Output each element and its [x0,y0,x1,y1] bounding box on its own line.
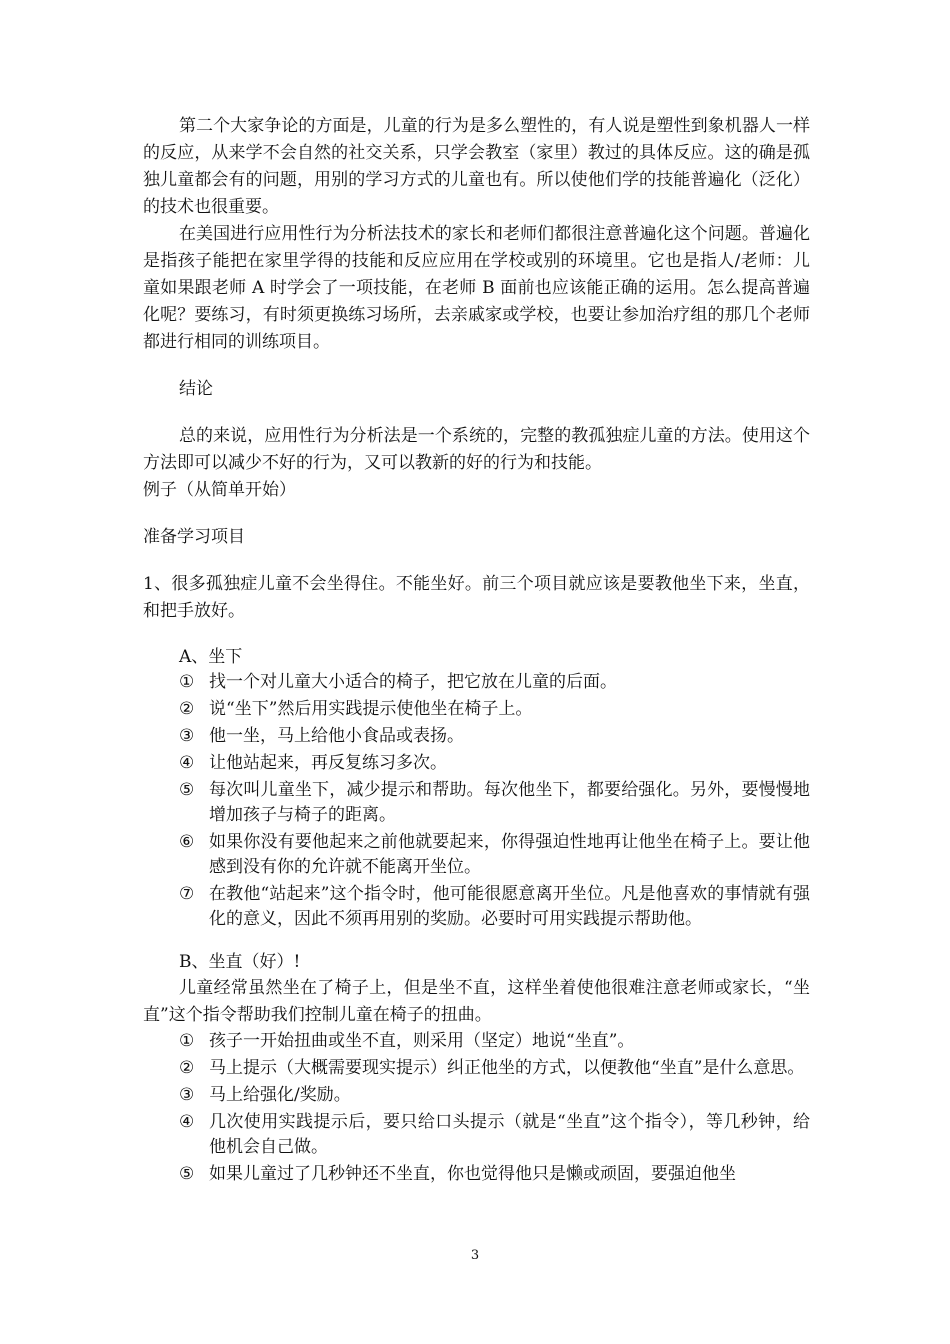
list-item [179,778,810,828]
step-marker: ⑤ [179,780,195,800]
step-marker: ⑦ [179,884,195,904]
step-text: 马上给强化/奖励。 [209,1085,351,1105]
section-b-steps [179,1029,810,1187]
page-number: 3 [470,1248,480,1263]
step-text: 他一坐，马上给他小食品或表扬。 [209,726,464,746]
step-marker: ② [179,699,195,719]
paragraph-generalization: 在美国进行应用性行为分析法技术的家长和老师们都很注意普遍化这个问题。普遍化是指孩子能把在家里学得的技能和反应应用在学校或别的环境里。它也是指人/老师：儿童如果跟老师 A 时学会了一项技能，在老师 B 面前也应该能正确的运用。怎么提高普遍化呢？要练习，有时须更换练习场所，去亲戚家或学校，也要让参加治疗组的那几个老师都进行相同的训练项目。 [143,224,810,352]
step-text: 每次叫儿童坐下，减少提示和帮助。每次他坐下，都要给强化。另外，要慢慢地增加孩子与椅子的距离。 [209,780,810,825]
step-text: 让他站起来，再反复练习多次。 [209,753,447,773]
step-text: 找一个对儿童大小适合的椅子，把它放在儿童的后面。 [209,672,617,692]
list-item [179,1162,810,1187]
step-text: 在教他“站起来”这个指令时，他可能很愿意离开坐位。凡是他喜欢的事情就有强化的意义，因此不须再用别的奖励。必要时可用实践提示帮助他。 [209,884,810,929]
list-item [179,882,810,932]
section-a-steps [179,670,810,932]
step-marker: ① [179,672,195,692]
step-text: 如果儿童过了几秒钟还不坐直，你也觉得他只是懒或顽固，要强迫他坐 [209,1164,736,1184]
list-item [179,1029,810,1054]
list-item [179,724,810,749]
list-item [179,1110,810,1160]
conclusion-heading: 结论 [179,379,213,399]
example-heading: 例子（从简单开始） [143,480,296,500]
step-text: 说“坐下”然后用实践提示使他坐在椅子上。 [209,699,533,719]
item-one: 1、很多孤独症儿童不会坐得住。不能坐好。前三个项目就应该是要教他坐下来，坐直，和把手放好。 [143,574,810,621]
paragraph-plasticity: 第二个大家争论的方面是，儿童的行为是多么塑性的，有人说是塑性到象机器人一样的反应，从来学不会自然的社交关系，只学会教室（家里）教过的具体反应。这的确是孤独儿童都会有的问题，用别的学习方式的儿童也有。所以使他们学的技能普遍化（泛化）的技术也很重要。 [143,116,810,217]
step-text: 如果你没有要他起来之前他就要起来，你得强迫性地再让他坐在椅子上。要让他感到没有你的允许就不能离开坐位。 [209,832,810,877]
step-marker: ④ [179,753,195,773]
list-item [179,830,810,880]
section-b-intro: 儿童经常虽然坐在了椅子上，但是坐不直，这样坐着使他很难注意老师或家长，“坐直”这个指令帮助我们控制儿童在椅子的扭曲。 [143,978,810,1025]
prep-heading: 准备学习项目 [143,527,245,547]
page-body [143,113,810,1189]
section-a-title: A、坐下 [179,647,243,667]
list-item [179,1083,810,1108]
list-item [179,751,810,776]
step-marker: ④ [179,1112,195,1132]
step-marker: ⑤ [179,1164,195,1184]
step-text: 孩子一开始扭曲或坐不直，则采用（坚定）地说“坐直”。 [209,1031,635,1051]
step-marker: ② [179,1058,195,1078]
step-text: 马上提示（大概需要现实提示）纠正他坐的方式，以便教他“坐直”是什么意思。 [209,1058,805,1078]
paragraph-conclusion: 总的来说，应用性行为分析法是一个系统的，完整的教孤独症儿童的方法。使用这个方法即可以减少不好的行为，又可以教新的好的行为和技能。 [143,426,810,473]
step-marker: ③ [179,726,195,746]
section-b-title: B、坐直（好）! [179,952,301,972]
step-text: 几次使用实践提示后，要只给口头提示（就是“坐直”这个指令），等几秒钟，给他机会自己做。 [209,1112,810,1157]
step-marker: ① [179,1031,195,1051]
list-item [179,670,810,695]
step-marker: ③ [179,1085,195,1105]
step-marker: ⑥ [179,832,195,852]
list-item [179,697,810,722]
list-item [179,1056,810,1081]
